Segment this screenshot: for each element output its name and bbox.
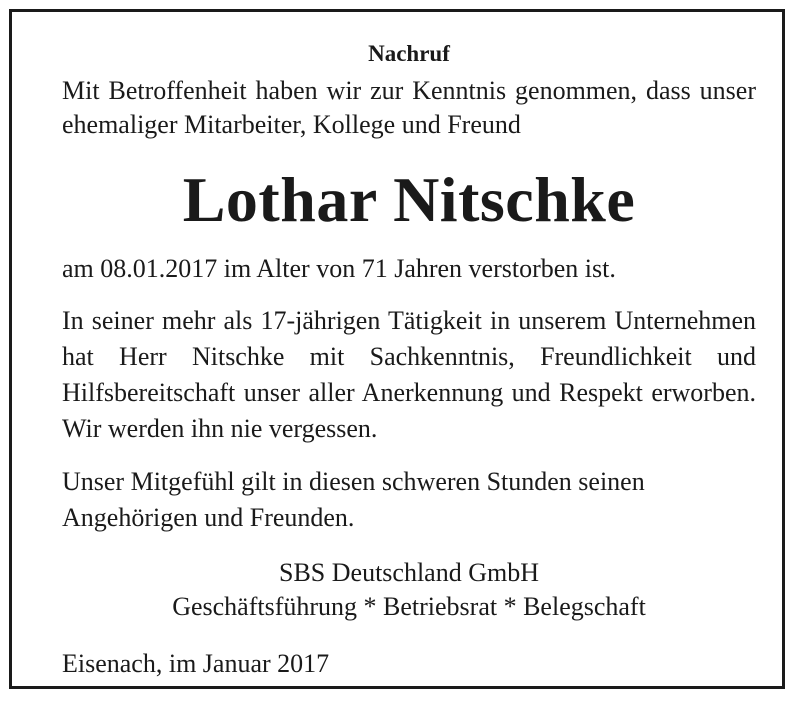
tribute-text: In seiner mehr als 17-jährigen Tätigkeit in unserem Unternehmen hat Herr Nitschke mit Sachkenntnis, Freundlichkeit und Hilfsbereitschaft unser aller Anerkennung und Respekt erworben. Wir werden ihn nie vergessen. [62,306,756,443]
place-date: Eisenach, im Januar 2017 [62,649,330,678]
notice-heading: Nachruf [368,41,450,66]
obituary-frame [9,9,785,689]
deceased-name: Lothar Nitschke [182,164,636,235]
death-statement: am 08.01.2017 im Alter von 71 Jahren verstorben ist. [62,254,616,283]
signatory-groups: Geschäftsführung * Betriebsrat * Belegschaft [172,592,646,621]
intro-text: Mit Betroffenheit haben wir zur Kenntnis genommen, dass unser ehemaliger Mitarbeiter, Kollege und Freund [62,76,756,139]
obituary-content [62,40,756,681]
company-name: SBS Deutschland GmbH [279,558,539,587]
sympathy-text: Unser Mitgefühl gilt in diesen schweren Stunden seinen Angehörigen und Freunden. [62,467,645,532]
signature-block [62,556,756,624]
